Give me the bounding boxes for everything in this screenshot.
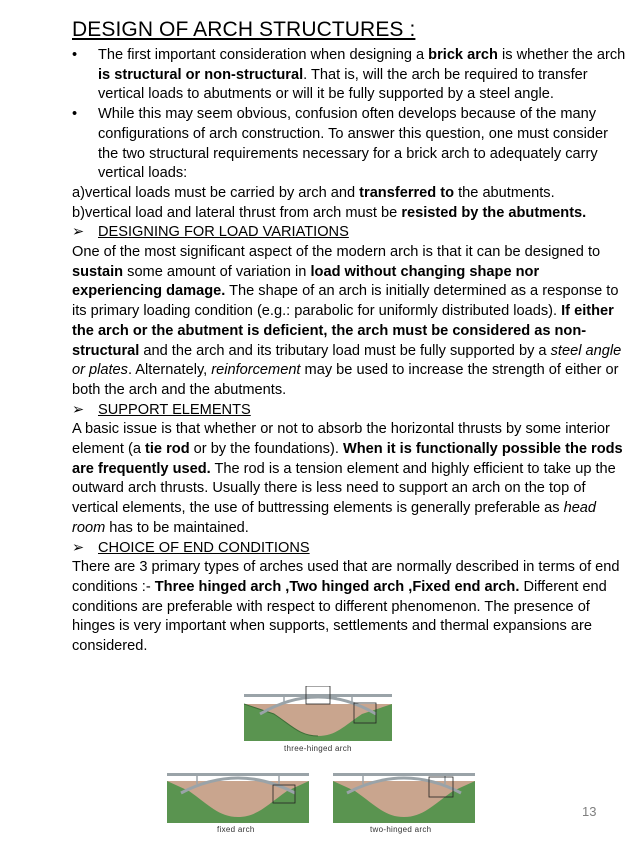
- text-run: or by the foundations).: [189, 441, 343, 458]
- text-run: When it is functionally possible the rods are frequently used.: [72, 441, 623, 477]
- text-run: sustain: [72, 263, 124, 280]
- text-run: b)vertical load and lateral thrust from arch must be: [72, 204, 402, 221]
- text-run: Different end conditions are preferable with respect to different phenomenon. The presence of hinges is very important when supports, settlements and thermal expansions are considered.: [72, 578, 607, 655]
- text-run: transferred to: [359, 184, 455, 201]
- text-run: is structural or non-structural: [98, 66, 304, 83]
- section-heading-label: DESIGNING FOR LOAD VARIATIONS: [98, 224, 349, 241]
- text-run: reinforcement: [211, 362, 301, 379]
- text-run: head room: [72, 500, 597, 536]
- arrow-bullet-icon: ➢: [72, 539, 85, 556]
- text-run: and the arch and its tributary load must be fully supported by a: [139, 342, 551, 359]
- bullet-dot-icon: •: [72, 106, 78, 123]
- text-run: may be used to increase the strength of either or both the arch and the abutments.: [72, 362, 619, 398]
- two-hinged-arch-diagram: [333, 771, 475, 823]
- page-number: 13: [582, 804, 597, 819]
- text-run: has to be maintained.: [105, 519, 249, 536]
- fixed-arch-caption: fixed arch: [217, 825, 255, 834]
- arrow-bullet-icon: ➢: [72, 401, 85, 418]
- text-run: A basic issue is that whether or not to absorb the horizontal thrusts by some interior element (a: [72, 421, 610, 458]
- fixed-arch-diagram: [167, 771, 309, 823]
- text-run: a)vertical loads must be carried by arch and: [72, 184, 360, 201]
- text-run: the abutments.: [454, 184, 555, 201]
- text-run: One of the most significant aspect of the modern arch is that it can be designed to: [72, 244, 601, 261]
- three-hinged-arch-caption: three-hinged arch: [284, 744, 352, 753]
- text-run: The shape of an arch is initially determined as a response to its primary loading condition (e.g.: parabolic for uniformly distributed loads).: [72, 283, 619, 320]
- two-hinged-arch-caption: two-hinged arch: [370, 825, 432, 834]
- text-run: load without changing shape nor experiencing damage.: [72, 263, 540, 300]
- text-run: brick arch: [428, 47, 498, 63]
- three-hinged-arch-diagram: [244, 686, 392, 741]
- text-run: The rod is a tension element and highly efficient to take up the outward arch thrusts. Usually there is less need to support an arch on the top of vertical elements, the use of buttressing elements is generally preferable as: [72, 460, 616, 517]
- section-heading-label: CHOICE OF END CONDITIONS: [98, 539, 310, 556]
- text-run: If either the arch or the abutment is deficient, the arch must be considered as non-structural: [72, 303, 614, 359]
- arrow-bullet-icon: ➢: [72, 224, 85, 241]
- text-run: is whether the arch: [497, 47, 626, 63]
- text-run: While this may seem obvious, confusion often develops because of the many configurations of arch construction. To answer this question, one must consider the two structural requirements necessary for a brick arch to adequately carry vertical loads:: [98, 106, 608, 182]
- text-run: some amount of variation in: [123, 263, 311, 280]
- text-run: . That is, will the arch be required to transfer vertical loads to abutments or will it be fully supported by a steel angle.: [98, 66, 588, 103]
- section-heading-label: SUPPORT ELEMENTS: [98, 401, 251, 418]
- text-run: There are 3 primary types of arches used that are normally described in terms of end conditions :-: [72, 559, 620, 595]
- bullet-dot-icon: •: [72, 47, 78, 63]
- text-run: steel angle or plates: [72, 342, 622, 379]
- text-run: . Alternately,: [127, 362, 212, 379]
- text-run: resisted by the abutments.: [401, 204, 587, 221]
- page-title: DESIGN OF ARCH STRUCTURES :: [72, 18, 416, 41]
- text-run: Three hinged arch ,Two hinged arch ,Fixed end arch.: [154, 578, 520, 595]
- text-run: tie rod: [145, 441, 190, 458]
- text-run: The first important consideration when designing a: [98, 47, 429, 63]
